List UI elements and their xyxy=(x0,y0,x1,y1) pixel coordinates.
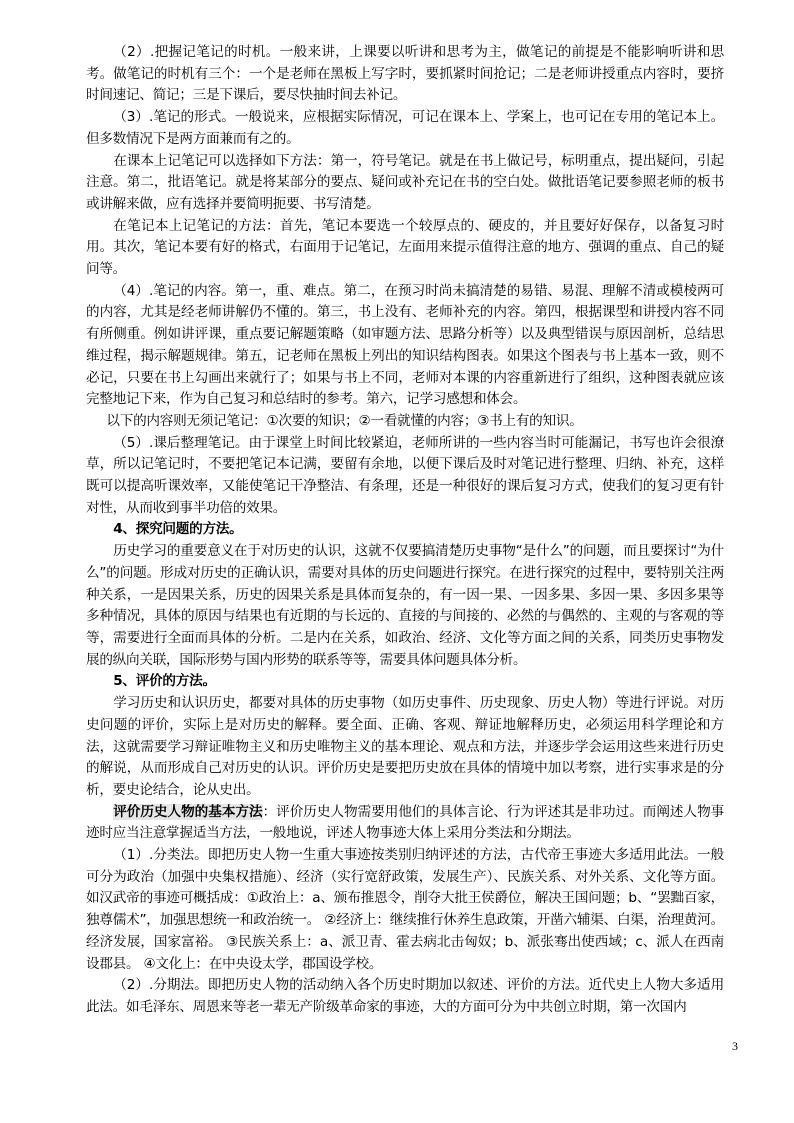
paragraph-note-form: （3）.笔记的形式。一般说来，应根据实际情况，可记在课本上、学案上，也可记在专用的笔记本上。但多数情况下是两方面兼而有之的。 xyxy=(86,109,724,147)
section-heading-inquiry: 4、探究问题的方法。 xyxy=(113,521,243,538)
paragraph-inquiry: 历史学习的重要意义在于对历史的认识，这就不仅要搞清楚历史事物“是什么”的问题，而且要探讨“为什么”的问题。形成对历史的正确认识，需要对具体的历史问题进行探究。在进行探究的过程中，要特别关注两种关系，一是因果关系，历史的因果关系是具体而复杂的，有一因一果、一因多果、多因一果、多因多果等多种情况，具体的原因与结果也有近期的与长远的、直接的与间接的、必然的与偶然的、主观的与客观的等等，需要进行全面而具体的分析。二是内在关系，如政治、经济、文化等方面之间的关系，同类历史事物发展的纵向关联，国际形势与国内形势的联系等等，需要具体问题具体分析。 xyxy=(86,543,724,668)
section-heading-evaluation: 5、评价的方法。 xyxy=(113,673,216,690)
document-body xyxy=(86,42,724,1019)
paragraph-note-timing: （2）.把握记笔记的时机。一般来讲，上课要以听讲和思考为主，做笔记的前提是不能影响听讲和思考。做笔记的时机有三个：一个是老师在黑板上写字时，要抓紧时间抢记；二是老师讲授重点内容时，要挤时间速记、简记；三是下课后，要尽快抽时间去补记。 xyxy=(86,44,724,104)
paragraph-no-notes: 以下的内容则无须记笔记：①次要的知识；②一看就懂的内容；③书上有的知识。 xyxy=(106,412,583,429)
paragraph-period-method: （2）.分期法。即把历史人物的活动纳入各个历史时期加以叙述、评价的方法。近代史上人物大多适用此法。如毛泽东、周恩来等老一辈无产阶级革命家的事迹，大的方面可分为中共创立时期，第一次国内 xyxy=(86,977,724,1015)
paragraph-evaluation: 学习历史和认识历史，都要对具体的历史事物（如历史事件、历史现象、历史人物）等进行评说。对历史问题的评价，实际上是对历史的解释。要全面、正确、客观、辩证地解释历史，必须运用科学理论和方法，这就需要学习辩证唯物主义和历史唯物主义的基本理论、观点和方法，并逐步学会运用这些来进行历史的解说，从而形成自己对历史的认识。评价历史是要把历史放在具体的情境中加以考察，进行实事求是的分析，要史论结合，论从史出。 xyxy=(86,695,724,798)
bold-term-figure-methods: 评价历史人物的基本方法 xyxy=(113,803,263,820)
paragraph-classification-method: （1）.分类法。即把历史人物一生重大事迹按类别归纳评述的方法，古代帝王事迹大多适用此法。一般可分为政治（加强中央集权措施）、经济（实行宽舒政策，发展生产）、民族关系、对外关系、文化等方面。如汉武帝的事迹可概括成：①政治上：a、颁布推恩令，削夺大批王侯爵位，解决王国问题；b、“罢黜百家，独尊儒术”，加强思想统一和政治统一。 ②经济上：继续推行休养生息政策，开凿六辅渠、白渠，治理黄河。经济发展，国家富裕。 ③民族关系上：a、派卫青、霍去病北击匈奴；b、派张骞出使西域；c、派人在西南设郡县。 ④文化上：在中央设太学，郡国设学校。 xyxy=(86,847,724,972)
paragraph-figure-methods xyxy=(86,802,724,845)
paragraph-organize-notes: （5）.课后整理笔记。由于课堂上时间比较紧迫，老师所讲的一些内容当时可能漏记，书写也许会很潦草，所以记笔记时，不要把笔记本记满，要留有余地，以便下课后及时对笔记进行整理、归纳、补充，这样既可以提高听课效率，又能使笔记干净整洁、有条理，还是一种很好的课后复习方式，使我们的复习更有针对性，从而收到事半功倍的效果。 xyxy=(86,434,724,516)
paragraph-note-content: （4）.笔记的内容。第一，重、难点。第二，在预习时尚未搞清楚的易错、易混、理解不清或模棱两可的内容，尤其是经老师讲解仍不懂的。第三，书上没有、老师补充的内容。第四，根据课型和讲授内容不同有所侧重。例如讲评课，重点要记解题策略（如审题方法、思路分析等）以及典型错误与原因剖析，总结思维过程，揭示解题规律。第五，记老师在黑板上列出的知识结构图表。如果这个图表与书上基本一致，则不必记，只要在书上勾画出来就行了；如果与书上不同，老师对本课的内容重新进行了组织，这种图表就应该完整地记下来，作为自己复习和总结时的参考。第六，记学习感想和体会。 xyxy=(86,282,724,408)
paragraph-textbook-notes: 在课本上记笔记可以选择如下方法：第一，符号笔记。就是在书上做记号，标明重点，提出疑问，引起注意。第二，批语笔记。就是将某部分的要点、疑问或补充记在书的空白处。做批语笔记要参照老师的板书或讲解来做，应有选择并要简明扼要、书写清楚。 xyxy=(86,152,724,212)
paragraph-figure-methods-text: ：评价历史人物需要用他们的具体言论、行为评述其是非功过。而阐述人物事迹时应当注意掌握适当方法，一般地说，评述人物事迹大体上采用分类法和分期法。 xyxy=(86,803,725,842)
page-number: 3 xyxy=(732,1039,738,1053)
paragraph-notebook-notes: 在笔记本上记笔记的方法：首先，笔记本要选一个较厚点的、硬皮的，并且要好好保存，以备复习时用。其次，笔记本要有好的格式，右面用于记笔记，左面用来提示值得注意的地方、强调的重点、自己的疑问等。 xyxy=(86,217,724,278)
